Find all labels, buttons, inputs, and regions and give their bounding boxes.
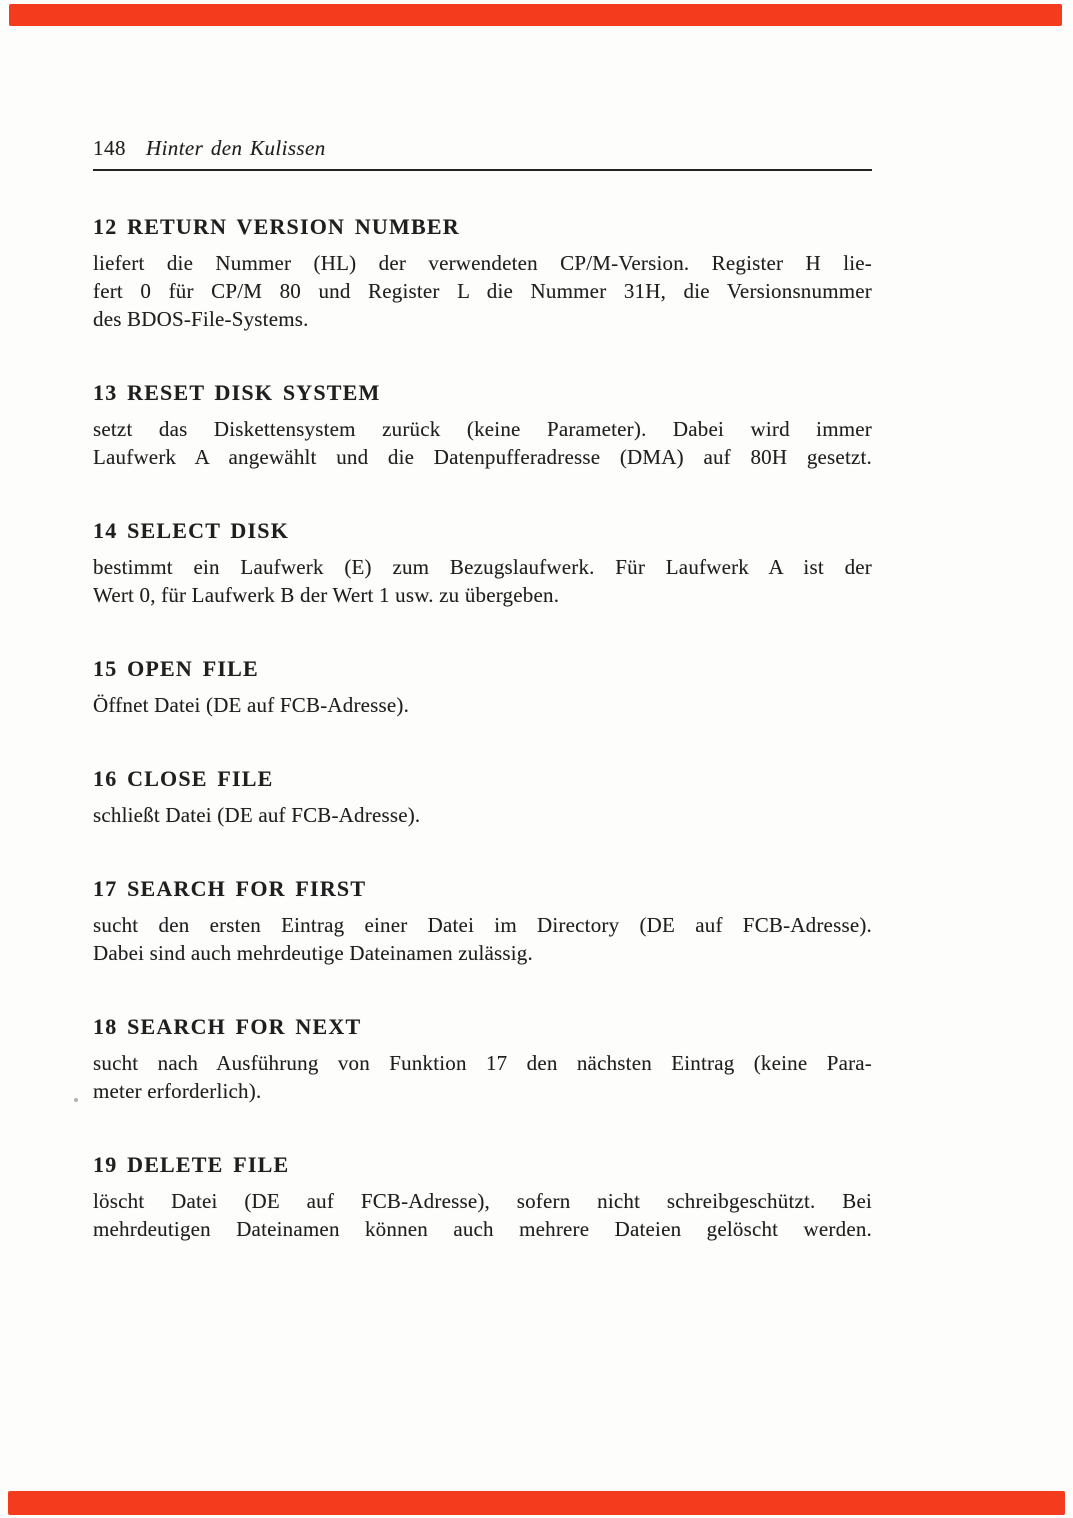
section-paragraph [93,1187,872,1243]
scan-speck [74,1098,78,1102]
section-heading: 16 CLOSE FILE [93,766,274,791]
body-line: bestimmt ein Laufwerk (E) zum Bezugslaufwerk. Für Laufwerk A ist der [93,555,872,579]
section-heading: 17 SEARCH FOR FIRST [93,876,367,901]
section-heading: 19 DELETE FILE [93,1152,290,1177]
body-line: liefert die Nummer (HL) der verwendeten CP/M-Version. Register H lie- [93,251,872,275]
section-paragraph [93,691,872,719]
page-content [93,136,872,1243]
header-rule [93,169,872,171]
section-paragraph [93,553,872,609]
body-line: Wert 0, für Laufwerk B der Wert 1 usw. zu übergeben. [93,583,560,607]
section-12-return-version-number [93,215,872,333]
section-18-search-for-next [93,1015,872,1105]
section-17-search-for-first [93,877,872,967]
body-line: mehrdeutigen Dateinamen können auch mehrere Dateien gelöscht werden. [93,1217,872,1241]
body-line: Öffnet Datei (DE auf FCB-Adresse). [93,693,410,717]
section-heading: 14 SELECT DISK [93,518,290,543]
section-heading: 12 RETURN VERSION NUMBER [93,214,460,239]
body-line: fert 0 für CP/M 80 und Register L die Nummer 31H, die Versionsnummer [93,279,872,303]
body-line: meter erforderlich). [93,1079,262,1103]
body-line: setzt das Diskettensystem zurück (keine Parameter). Dabei wird immer [93,417,872,441]
section-14-select-disk [93,519,872,609]
section-heading: 15 OPEN FILE [93,656,259,681]
section-heading: 18 SEARCH FOR NEXT [93,1014,362,1039]
body-line: löscht Datei (DE auf FCB-Adresse), sofern nicht schreibgeschützt. Bei [93,1189,872,1213]
body-line: sucht den ersten Eintrag einer Datei im Directory (DE auf FCB-Adresse). [93,913,872,937]
scan-artifact-bottom-bar [8,1491,1065,1515]
body-line: sucht nach Ausführung von Funktion 17 den nächsten Eintrag (keine Para- [93,1051,872,1075]
running-header [93,136,872,160]
section-19-delete-file [93,1153,872,1243]
scan-artifact-top-bar [9,4,1062,26]
page-number: 148 [93,136,126,160]
section-heading: 13 RESET DISK SYSTEM [93,380,381,405]
section-paragraph [93,911,872,967]
section-16-close-file [93,767,872,829]
section-paragraph [93,801,872,829]
body-line: Laufwerk A angewählt und die Datenpufferadresse (DMA) auf 80H gesetzt. [93,445,872,469]
section-13-reset-disk-system [93,381,872,471]
function-sections [93,215,872,1243]
section-paragraph [93,249,872,333]
body-line: Dabei sind auch mehrdeutige Dateinamen zulässig. [93,941,533,965]
body-line: des BDOS-File-Systems. [93,307,309,331]
section-paragraph [93,1049,872,1105]
chapter-title: Hinter den Kulissen [146,136,326,160]
body-line: schließt Datei (DE auf FCB-Adresse). [93,803,421,827]
section-paragraph [93,415,872,471]
section-15-open-file [93,657,872,719]
